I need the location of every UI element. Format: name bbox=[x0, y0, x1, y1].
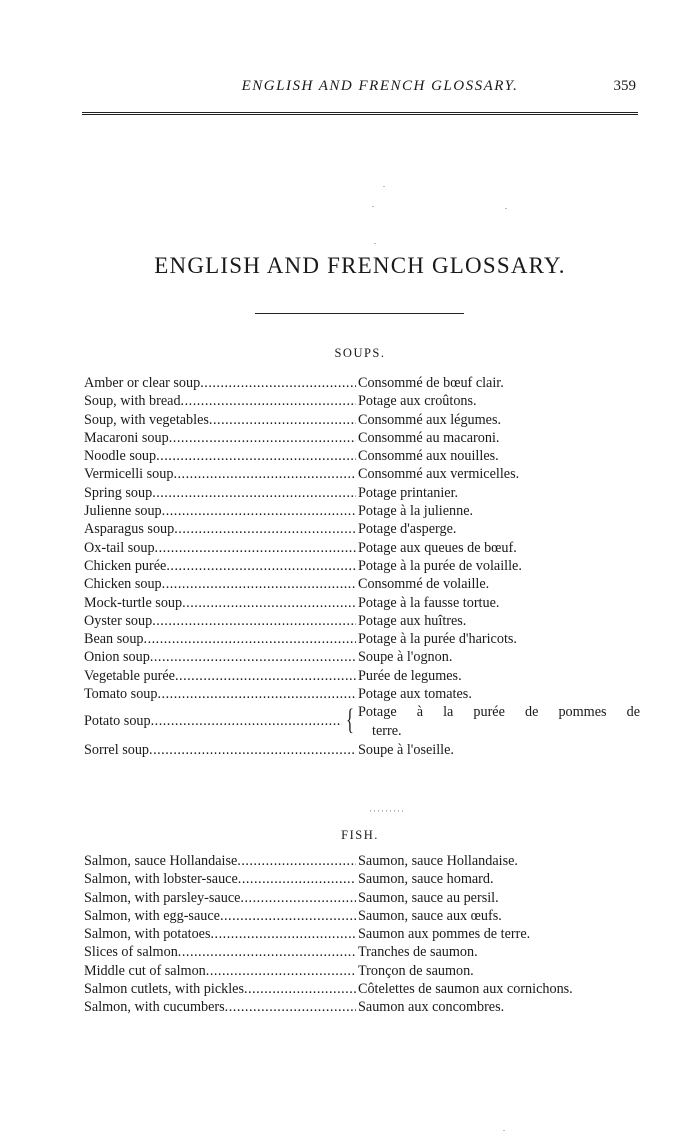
dot-leader bbox=[151, 712, 342, 741]
english-term: Potato soup bbox=[84, 713, 151, 730]
french-term: Potage aux tomates. bbox=[358, 686, 472, 703]
glossary-row bbox=[84, 998, 640, 1016]
english-term: Chicken soup bbox=[84, 576, 162, 593]
print-speck bbox=[372, 206, 374, 207]
french-term: Consommé de bœuf clair. bbox=[358, 375, 504, 391]
dot-leader bbox=[220, 907, 356, 925]
glossary-row-potato bbox=[84, 703, 640, 741]
french-term: Potage aux huîtres. bbox=[358, 612, 467, 629]
french-term: Potage à la purée d'haricots. bbox=[358, 631, 517, 648]
dot-leader bbox=[211, 925, 357, 943]
glossary-row bbox=[84, 594, 640, 612]
dot-leader bbox=[181, 392, 356, 410]
running-title: ENGLISH AND FRENCH GLOSSARY. bbox=[241, 78, 519, 94]
glossary-row bbox=[84, 557, 640, 575]
dot-leader bbox=[152, 612, 356, 630]
dot-leader bbox=[162, 575, 356, 593]
dot-leader bbox=[182, 594, 356, 612]
english-term: Tomato soup bbox=[84, 686, 158, 703]
french-term: Consommé aux légumes. bbox=[358, 411, 502, 428]
english-term: Vegetable purée bbox=[84, 667, 175, 684]
french-term: Saumon, sauce Hollandaise. bbox=[358, 853, 518, 869]
french-term: Soupe à l'ognon. bbox=[358, 649, 453, 666]
glossary-row bbox=[84, 870, 640, 888]
glossary-row bbox=[84, 392, 640, 410]
dot-leader bbox=[155, 539, 356, 557]
french-term: Potage printanier. bbox=[358, 484, 459, 501]
french-term: Potage à la julienne. bbox=[358, 503, 474, 520]
french-term: Saumon, sauce homard. bbox=[358, 871, 494, 888]
print-speck bbox=[505, 208, 507, 209]
french-term: Consommé aux vermicelles. bbox=[358, 466, 520, 483]
english-term: Soup, with vegetables bbox=[84, 411, 209, 428]
glossary-row bbox=[84, 962, 640, 980]
dot-leader bbox=[206, 962, 356, 980]
dot-leader bbox=[178, 943, 356, 961]
brace-glyph: { bbox=[346, 703, 354, 737]
french-term: Saumon aux pommes de terre. bbox=[358, 926, 531, 943]
glossary-row bbox=[84, 925, 640, 943]
english-term: Asparagus soup bbox=[84, 521, 175, 538]
french-term: Tronçon de saumon. bbox=[358, 962, 474, 979]
print-speck bbox=[383, 186, 385, 187]
french-term: Saumon, sauce aux œufs. bbox=[358, 907, 502, 924]
english-term: Middle cut of salmon bbox=[84, 962, 206, 979]
dot-leader bbox=[166, 557, 356, 575]
english-term: Chicken purée bbox=[84, 557, 167, 574]
english-term: Salmon cutlets, with pickles bbox=[84, 981, 244, 998]
dot-leader bbox=[162, 502, 356, 520]
english-term: Noodle soup bbox=[84, 448, 157, 465]
english-term: Salmon, with cucumbers bbox=[84, 999, 225, 1016]
english-term: Oyster soup bbox=[84, 612, 153, 629]
french-term: Purée de legumes. bbox=[358, 667, 462, 684]
glossary-row bbox=[84, 502, 640, 520]
dot-leader bbox=[152, 484, 356, 502]
print-speck bbox=[374, 243, 376, 244]
fish-glossary-list bbox=[84, 852, 640, 1017]
dot-leader bbox=[156, 447, 356, 465]
dot-leader bbox=[173, 465, 356, 483]
glossary-row bbox=[84, 980, 640, 998]
dot-leader bbox=[174, 520, 356, 538]
english-term: Salmon, sauce Hollandaise bbox=[84, 853, 238, 869]
english-term: Salmon, with egg-sauce bbox=[84, 907, 220, 924]
glossary-row bbox=[84, 429, 640, 447]
glossary-row bbox=[84, 889, 640, 907]
glossary-row bbox=[84, 630, 640, 648]
french-term: Potage à la purée de volaille. bbox=[358, 557, 522, 574]
print-speck bbox=[503, 1130, 505, 1131]
french-term: Tranches de saumon. bbox=[358, 944, 478, 961]
french-term: Potage à la purée de pommes de bbox=[358, 704, 640, 721]
english-term: Vermicelli soup bbox=[84, 466, 174, 483]
glossary-row bbox=[84, 465, 640, 483]
glossary-row bbox=[84, 667, 640, 685]
dot-leader bbox=[200, 374, 356, 392]
french-term: Potage aux croûtons. bbox=[358, 393, 477, 410]
glossary-row bbox=[84, 374, 640, 392]
french-term: Saumon aux concombres. bbox=[358, 999, 505, 1016]
french-term: Consommé aux nouilles. bbox=[358, 448, 499, 465]
ornamental-dots: ········· bbox=[369, 806, 405, 816]
french-term-continuation: terre. bbox=[372, 722, 402, 739]
glossary-row bbox=[84, 648, 640, 666]
english-term: Amber or clear soup bbox=[84, 375, 201, 391]
dot-leader bbox=[169, 429, 356, 447]
french-term: Potage à la fausse tortue. bbox=[358, 594, 500, 611]
dot-leader bbox=[240, 889, 356, 907]
glossary-row bbox=[84, 852, 640, 870]
glossary-row bbox=[84, 612, 640, 630]
header-rule bbox=[82, 112, 638, 115]
french-term: Potage d'asperge. bbox=[358, 521, 457, 538]
english-term: Macaroni soup bbox=[84, 429, 169, 446]
english-term: Sorrel soup bbox=[84, 742, 150, 759]
english-term: Onion soup bbox=[84, 649, 150, 666]
section-heading-soups: SOUPS. bbox=[334, 346, 386, 360]
soup-glossary-list bbox=[84, 374, 640, 760]
french-term: Consommé au macaroni. bbox=[358, 429, 500, 446]
english-term: Salmon, with lobster-sauce bbox=[84, 871, 238, 888]
french-term: Soupe à l'oseille. bbox=[358, 742, 454, 759]
running-header bbox=[82, 78, 638, 102]
glossary-row bbox=[84, 520, 640, 538]
french-term: Saumon, sauce au persil. bbox=[358, 889, 499, 906]
glossary-row bbox=[84, 741, 640, 759]
english-term: Slices of salmon bbox=[84, 944, 178, 961]
dot-leader bbox=[158, 685, 357, 703]
english-term: Bean soup bbox=[84, 631, 144, 648]
english-term: Mock-turtle soup bbox=[84, 594, 183, 611]
english-term: Salmon, with potatoes bbox=[84, 926, 211, 943]
dot-leader bbox=[225, 998, 356, 1016]
dot-leader bbox=[238, 870, 356, 888]
english-term: Ox-tail soup bbox=[84, 539, 155, 556]
glossary-row bbox=[84, 907, 640, 925]
section-heading-fish: FISH. bbox=[341, 828, 379, 842]
page-title: ENGLISH AND FRENCH GLOSSARY. bbox=[154, 253, 566, 278]
dot-leader bbox=[175, 667, 356, 685]
glossary-row bbox=[84, 447, 640, 465]
glossary-row bbox=[84, 411, 640, 429]
dot-leader bbox=[237, 852, 356, 870]
title-rule bbox=[255, 313, 464, 314]
glossary-row bbox=[84, 539, 640, 557]
dot-leader bbox=[150, 648, 356, 666]
dot-leader bbox=[244, 980, 356, 998]
glossary-row bbox=[84, 685, 640, 703]
dot-leader bbox=[149, 741, 356, 759]
page-number: 359 bbox=[613, 78, 636, 94]
glossary-row bbox=[84, 575, 640, 593]
english-term: Soup, with bread bbox=[84, 393, 181, 410]
glossary-row bbox=[84, 943, 640, 961]
french-term: Côtelettes de saumon aux cornichons. bbox=[358, 981, 573, 998]
english-term: Salmon, with parsley-sauce bbox=[84, 889, 241, 906]
dot-leader bbox=[144, 630, 356, 648]
english-term: Julienne soup bbox=[84, 503, 162, 520]
glossary-row bbox=[84, 484, 640, 502]
french-term: Potage aux queues de bœuf. bbox=[358, 539, 517, 556]
french-term: Consommé de volaille. bbox=[358, 576, 490, 593]
dot-leader bbox=[209, 411, 356, 429]
english-term: Spring soup bbox=[84, 484, 153, 501]
